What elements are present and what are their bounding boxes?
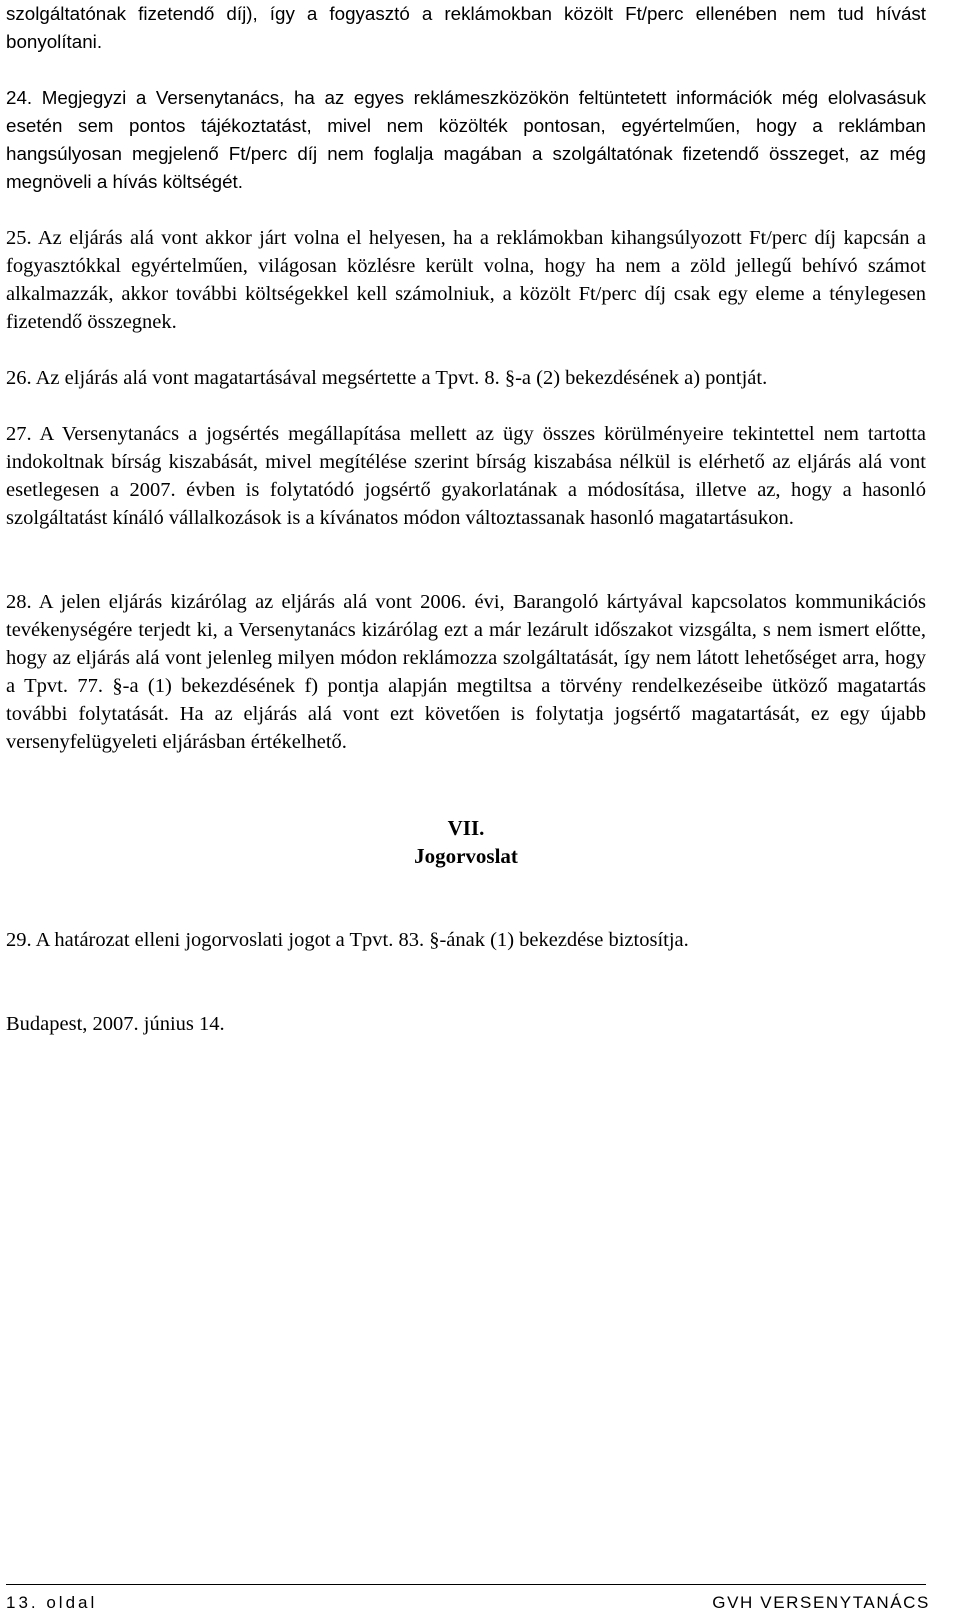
- place-and-date: Budapest, 2007. június 14.: [6, 1013, 225, 1035]
- paragraph-28: 28. A jelen eljárás kizárólag az eljárás alá vont 2006. évi, Barangoló kártyával kapcsolatos kommunikációs tevékenységére terjedt ki, a Versenytanács kizárólag ezt a már lezárult időszakot vizsgálta, s nem ismert előtte, hogy az eljárás alá vont jelenleg milyen módon reklámozza szolgáltatását, így nem látott lehetőséget arra, hogy a Tpvt. 77. §-a (1) bekezdésének f) pontja alapján megtiltsa a törvény rendelkezéseibe ütköző magatartás további folytatását. Ha az eljárás alá vont ezt követően is folytatja jogsértő magatartását, ez egy újabb versenyfelügyeleti eljárásban értékelhető.: [6, 591, 926, 753]
- section-number: VII.: [447, 816, 485, 840]
- paragraph-23-continuation: szolgáltatónak fizetendő díj), így a fogyasztó a reklámokban közölt Ft/perc ellenében nem tud hívást bonyolítani.: [6, 3, 926, 52]
- section-title: Jogorvoslat: [414, 844, 518, 868]
- paragraph-27: 27. A Versenytanács a jogsértés megállapítása mellett az ügy összes körülményeire tekintettel nem tartotta indokoltnak bírság kiszabását, mivel megítélése szerint bírság kiszabása nélkül is elérhető az eljárás alá vont esetlegesen a 2007. évben is folytatódó jogsértő gyakorlatának a módosítása, illetve az, hogy a hasonló szolgáltatást kínáló vállalkozások is a kívánatos módon változtassanak hasonló magatartásukon.: [6, 423, 926, 529]
- paragraph-24: 24. Megjegyzi a Versenytanács, ha az egyes reklámeszközökön feltüntetett információk még elolvasásuk esetén sem pontos tájékoztatást, mivel nem közölték pontosan, egyértelműen, hogy a reklámban hangsúlyosan megjelenő Ft/perc díj nem foglalja magában a szolgáltatónak fizetendő összeget, az még megnöveli a hívás költségét.: [6, 87, 926, 192]
- footer-page-number: 13. oldal: [6, 1593, 98, 1612]
- paragraph-26: 26. Az eljárás alá vont magatartásával megsértette a Tpvt. 8. §-a (2) bekezdésének a) pontját.: [6, 367, 768, 389]
- paragraph-25: 25. Az eljárás alá vont akkor járt volna el helyesen, ha a reklámokban kihangsúlyozott Ft/perc díj kapcsán a fogyasztókkal egyértelműen, világosan közlésre került volna, hogy ha nem a zöld jellegű behívó számot alkalmazzák, akkor további költségekkel kell számolniuk, a közölt Ft/perc díj csak egy eleme a ténylegesen fizetendő összegnek.: [6, 227, 926, 333]
- footer-organization: GVH VERSENYTANÁCS: [712, 1593, 930, 1612]
- footer-divider: [6, 1584, 926, 1585]
- paragraph-29: 29. A határozat elleni jogorvoslati jogot a Tpvt. 83. §-ának (1) bekezdése biztosítja.: [6, 929, 689, 951]
